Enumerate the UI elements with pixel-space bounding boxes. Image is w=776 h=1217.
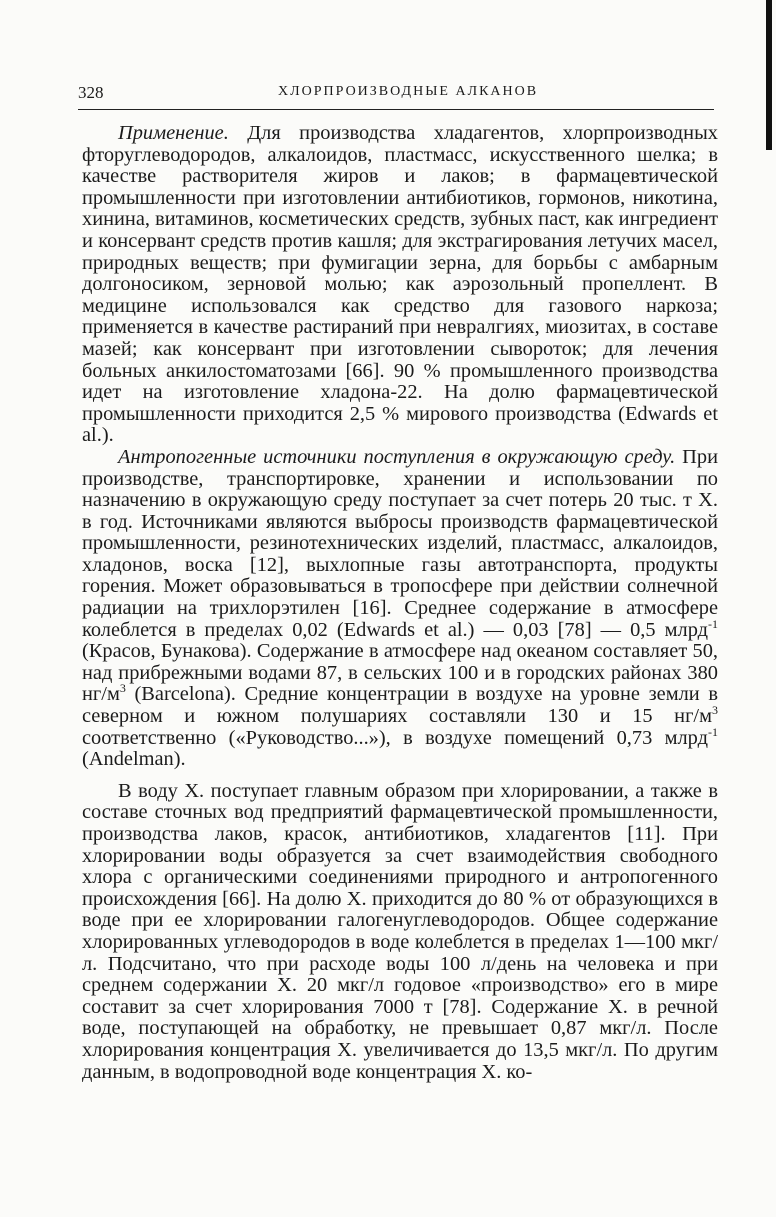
paragraph-text: (Barcelona). Средние концентрации в воздухе на уровне земли в северном и южном полушариях составляли 130 и 15 нг/м [82,683,718,728]
paragraph-lead: Применение. [118,122,229,144]
paragraph-text: (Andelman). [82,748,186,771]
paragraph-application [82,123,718,447]
paragraph-text: Для производства хладагентов, хлорпроизводных фторуглеводородов, алкалоидов, пластмасс, искусственного шелка; в качестве растворителя жиров и лаков; в фармацевтической промышленности при изготовлении антибиотиков, гормонов, никотина, хинина, витаминов, косметических средств, зубных паст, как ингредиент и консервант средств против кашля; для экстрагирования летучих масел, природных веществ; при фумигации зерна, для борьбы с амбарным долгоносиком, зерновой молью; как аэрозольный пропеллент. В медицине использовался как средство для газового наркоза; применяется в качестве растираний при невралгиях, миозитах, в составе мазей; как консервант при изготовлении сывороток; для лечения больных анкилостоматозами [66]. 90 % промышленного производства идет на изготовление хладона-22. На долю фармацевтической промышленности приходится 2,5 % мирового производства (Edwards et al.). [82,122,718,447]
page-body [82,123,718,1083]
page-number: 328 [78,83,104,102]
paragraph-text: соответственно («Руководство...»), в воздухе помещений 0,73 млрд [82,726,708,749]
paragraph-lead: Антропогенные источники поступления в окружающую среду. [118,445,676,468]
paragraph-text: При производстве, транспортировке, хранении и использовании по назначению в окружающую среду поступает за счет потерь 20 тыс. т Х. в год. Источниками являются выбросы производств фармацевтической промышленности, резинотехнических изделий, пластмасс, алкалоидов, хладонов, воска [12], выхлопные газы автотранспорта, продукты горения. Может образовываться в тропосфере при действии солнечной радиации на трихлорэтилен [16]. Среднее содержание в атмосфере колеблется в пределах 0,02 (Edwards et al.) — 0,03 [78] — 0,5 млрд [82,445,718,641]
page-header [78,83,714,110]
scan-edge-bar [766,0,772,150]
running-title: ХЛОРПРОИЗВОДНЫЕ АЛКАНОВ [278,84,539,99]
paragraph-water [82,781,718,1083]
superscript: 3 [712,703,718,718]
paragraph-text: В воду Х. поступает главным образом при хлорировании, а также в составе сточных вод предприятий фармацевтической промышленности, производства лаков, красок, антибиотиков, хладагентов [11]. При хлорировании воды образуется за счет взаимодействия свободного хлора с органическими соединениями природного и антропогенного происхождения [66]. На долю Х. приходится до 80 % от образующихся в воде при ее хлорировании галогенуглеводородов. Общее содержание хлорированных углеводородов в воде колеблется в пределах 1—100 мкг/л. Подсчитано, что при расходе воды 100 л/день на человека и при среднем содержании Х. 20 мкг/л годовое «производство» его в мире составит за счет хлорирования 7000 т [78]. Содержание Х. в речной воде, поступающей на обработку, не превышает 0,87 мкг/л. После хлорирования концентрация Х. увеличивается до 13,5 мкг/л. По другим данным, в водопроводной воде концентрация Х. ко- [82,779,718,1083]
paragraph-sources [82,447,718,771]
paragraph-text: (Красов, Бунакова). Содержание в атмосфере над океаном составляет 50, над прибрежными водами 87, в сельских 100 и в городских районах 380 нг/м [82,640,718,706]
superscript: 3 [119,681,126,696]
superscript: -1 [708,724,718,739]
superscript: -1 [708,616,718,631]
